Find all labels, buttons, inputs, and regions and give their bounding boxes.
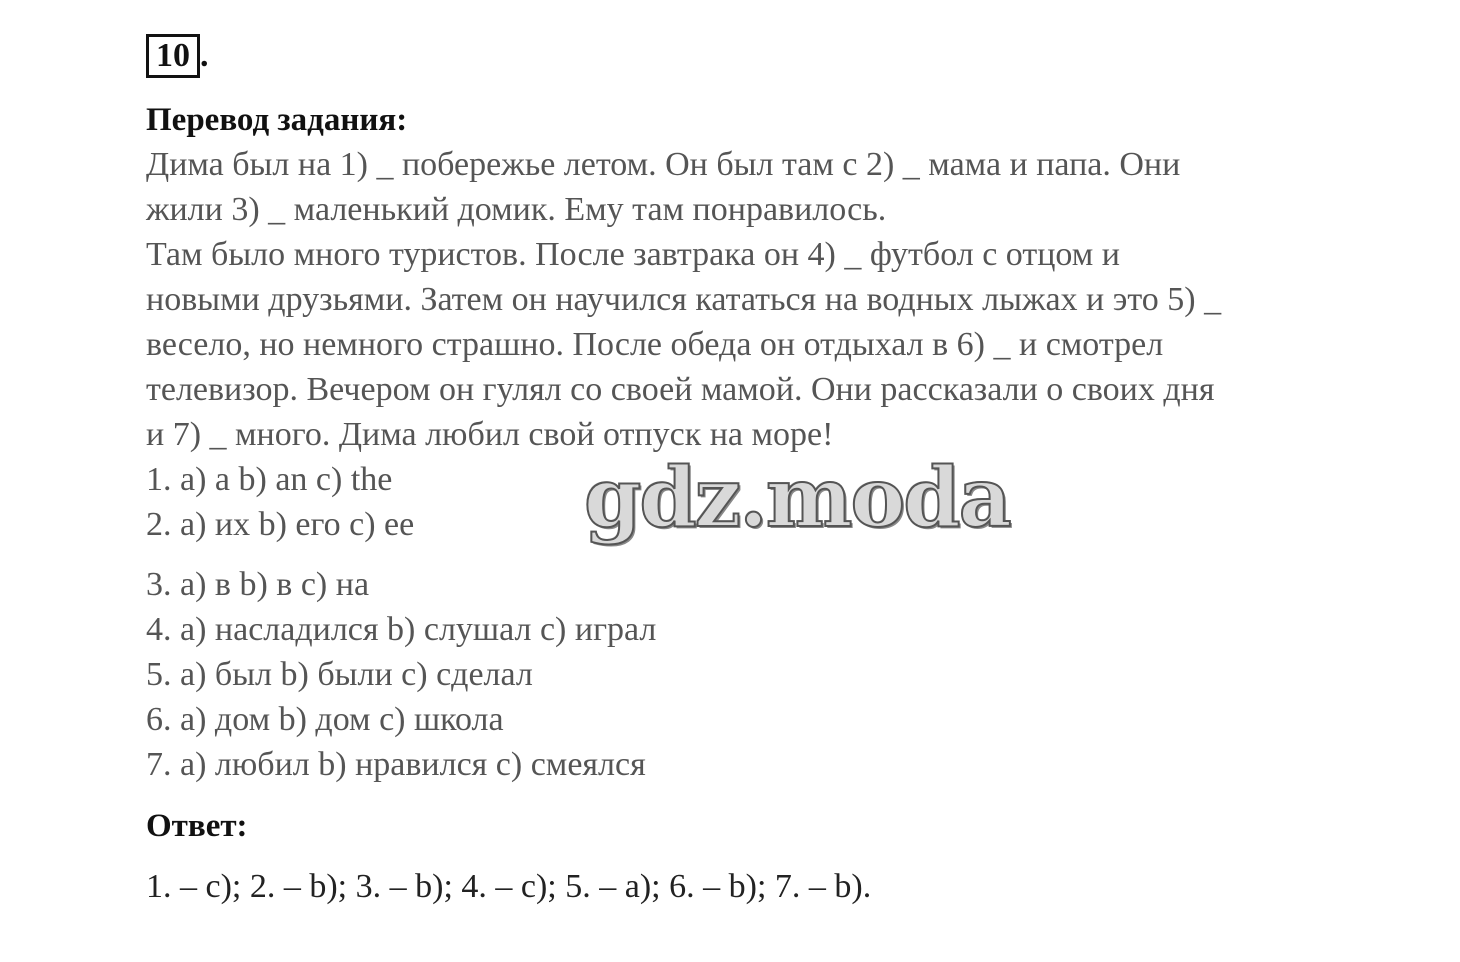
options-list-1 [146, 457, 414, 547]
option-line: 6. a) дом b) дом c) школа [146, 701, 504, 738]
translation-heading: Перевод задания: [146, 102, 408, 138]
option-line: 5. a) был b) были c) сделал [146, 656, 533, 693]
option-line: 1. a) a b) an c) the [146, 461, 393, 498]
option-line: 7. a) любил b) нравился c) смеялся [146, 746, 646, 783]
translation-text [146, 142, 1406, 457]
translation-line: новыми друзьями. Затем он научился кататься на водных лыжах и это 5) _ [146, 281, 1222, 318]
answer-heading: Ответ: [146, 808, 248, 844]
translation-line: Дима был на 1) _ побережье летом. Он был там с 2) _ мама и папа. Они [146, 146, 1181, 183]
translation-line: весело, но немного страшно. После обеда он отдыхал в 6) _ и смотрел [146, 326, 1164, 363]
watermark-logo: gdz.moda [584, 450, 1010, 546]
task-number-suffix: . [200, 37, 209, 74]
option-line: 2. a) их b) его c) ее [146, 506, 415, 543]
translation-line: телевизор. Вечером он гулял со своей мамой. Они рассказали о своих дня [146, 371, 1215, 408]
option-line: 4. a) насладился b) слушал c) играл [146, 611, 657, 648]
translation-line: и 7) _ много. Дима любил свой отпуск на море! [146, 416, 834, 453]
option-line: 3. a) в b) в c) на [146, 566, 370, 603]
options-list-2 [146, 562, 656, 787]
task-number [146, 34, 209, 78]
task-number-box: 10 [146, 34, 200, 78]
translation-line: жили 3) _ маленький домик. Ему там понравилось. [146, 191, 887, 228]
answer-text: 1. – c); 2. – b); 3. – b); 4. – c); 5. – a); 6. – b); 7. – b). [146, 868, 872, 905]
translation-line: Там было много туристов. После завтрака он 4) _ футбол с отцом и [146, 236, 1120, 273]
